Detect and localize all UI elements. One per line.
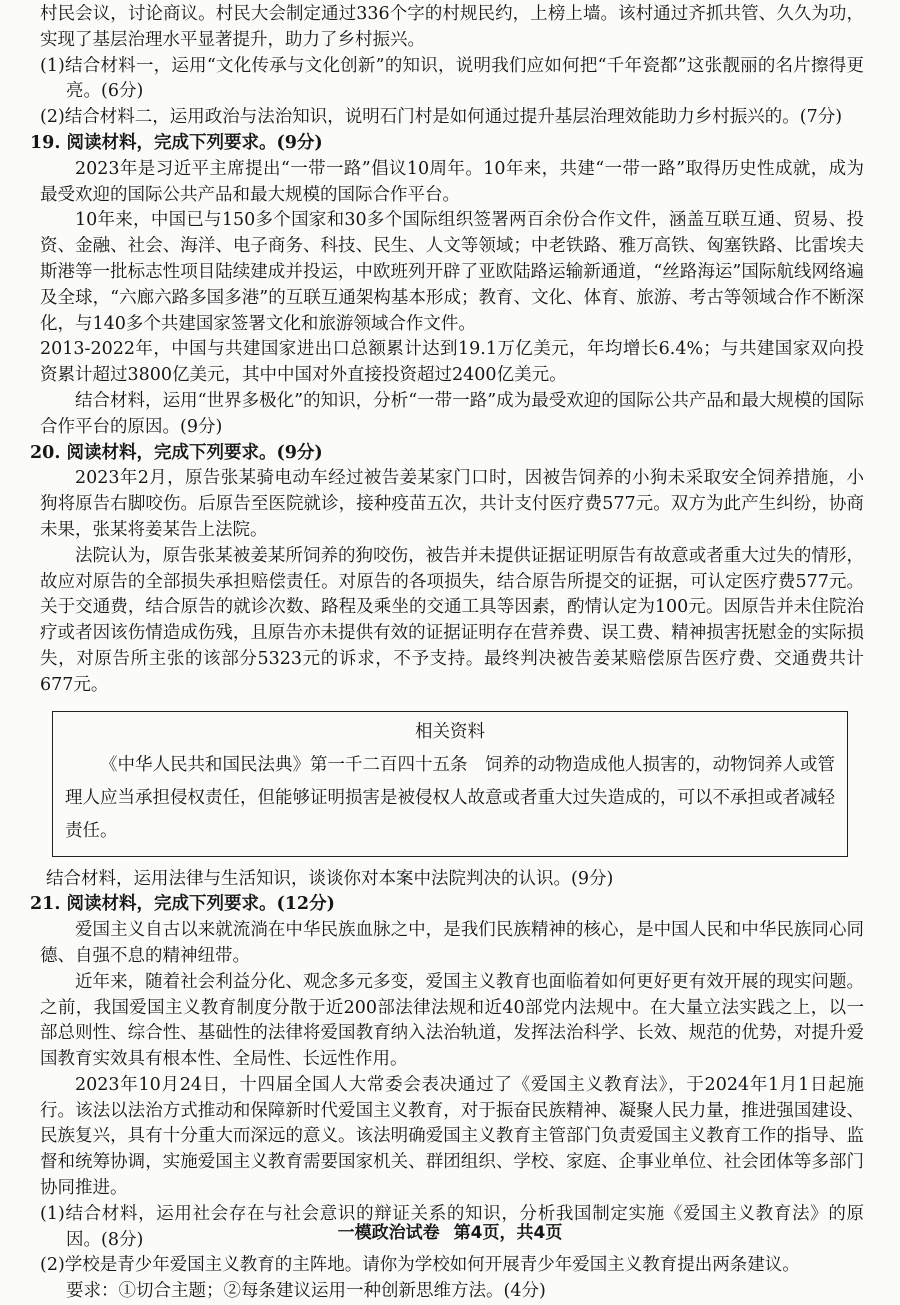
question-21-requirements: 要求：①切合主题；②每条建议运用一种创新思维方法。(4分) [66,1281,546,1302]
question-prompt: 结合材料，运用法律与生活知识，谈谈你对本案中法院判决的认识。(9分) [46,868,614,889]
question-18-part-2: (2)结合材料二，运用政治与法治知识，说明石门村是如何通过提升基层治理效能助力乡村振兴的。(7分) [40,107,843,128]
question-21-part-1: (1)结合材料，运用社会存在与社会意识的辩证关系的知识，分析我国制定实施《爱国主义教育法》的原因。(8分) [40,1203,864,1250]
exam-name: 一模政治试卷 [337,1223,440,1244]
question-21-part-2: (2)学校是青少年爱国主义教育的主阵地。请你为学校如何开展青少年爱国主义教育提出两条建议。 [40,1255,800,1276]
material-paragraph: 爱国主义自古以来就流淌在中华民族血脉之中，是我们民族精神的核心，是中国人民和中华民族同心同德、自强不息的精神纽带。 [40,920,864,966]
material-paragraph: 近年来，随着社会利益分化、观念多元多变，爱国主义教育也面临着如何更好更有效开展的现实问题。之前，我国爱国主义教育制度分散于近200部法律法规和近40部党内法规中。在大量立法实践之上，以一部总则性、综合性、基础性的法律将爱国教育纳入法治轨道，发挥法治科学、长效、规范的优势，对提升爱国教育实效具有根本性、全局性、长远性作用。 [40,971,864,1070]
question-instruction: 阅读材料，完成下列要求。(12分) [66,894,335,915]
page-footer [0,1221,900,1247]
question-number: 21. [30,894,61,915]
question-21-heading [30,892,864,918]
material-continuation: 村民会议，讨论商议。村民大会制定通过336个字的村规民约，上榜上墙。该村通过齐抓共管、久久为功，实现了基层治理水平显著提升，助力了乡村振兴。 [40,4,864,50]
material-paragraph: 法院认为，原告张某被姜某所饲养的狗咬伤，被告并未提供证据证明原告有故意或者重大过失的情形，故应对原告的全部损失承担赔偿责任。对原告的各项损失，结合原告所提交的证据，可认定医疗费577元。关于交通费，结合原告的就诊次数、路程及乘坐的交通工具等因素，酌情认定为100元。因原告并未住院治疗或者因该伤情造成伤残，且原告亦未提供有效的证据证明存在营养费、误工费、精神损害抚慰金的实际损失，对原告所主张的该部分5323元的诉求，不予支持。最终判决被告姜某赔偿原告医疗费、交通费共计677元。 [40,545,864,695]
related-materials-box [52,711,848,857]
question-18-part-1: (1)结合材料一，运用“文化传承与文化创新”的知识，说明我们应如何把“千年瓷都”这张靓丽的名片擦得更亮。(6分) [40,55,864,102]
material-paragraph: 2023年是习近平主席提出“一带一路”倡议10周年。10年来，共建“一带一路”取得历史性成就，成为最受欢迎的国际公共产品和最大规模的国际合作平台。 [40,158,864,205]
question-number: 20. [30,442,61,463]
question-19 [30,131,864,441]
material-paragraph: 2023年10月24日，十四届全国人大常委会表决通过了《爱国主义教育法》，于2024年1月1日起施行。该法以法治方式推动和保障新时代爱国主义教育，对于振奋民族精神、凝聚人民力量，推进强国建设、民族复兴，具有十分重大而深远的意义。该法明确爱国主义教育主管部门负责爱国主义教育工作的指导、监督和统筹协调，实施爱国主义教育需要国家机关、群团组织、学校、家庭、企事业单位、社会团体等多部门协同推进。 [40,1074,864,1199]
question-number: 19. [30,132,61,153]
question-prompt: 结合材料，运用“世界多极化”的知识，分析“一带一路”成为最受欢迎的国际公共产品和最大规模的国际合作平台的原因。(9分) [40,390,864,437]
material-paragraph: 10年来，中国已与150多个国家和30多个国际组织签署两百余份合作文件，涵盖互联互通、贸易、投资、金融、社会、海洋、电子商务、科技、民生、人文等领域；中老铁路、雅万高铁、匈塞铁路、比雷埃夫斯港等一批标志性项目陆续建成并投运，中欧班列开辟了亚欧陆路运输新通道，“丝路海运”国际航线网络遍及全球，“六廊六路多国多港”的互联互通架构基本形成；教育、文化、体育、旅游、考古等领域合作不断深化，与140多个共建国家签署文化和旅游领域合作文件。 [40,210,864,334]
question-instruction: 阅读材料，完成下列要求。(9分) [66,442,323,463]
material-paragraph: 2023年2月，原告张某骑电动车经过被告姜某家门口时，因被告饲养的小狗未采取安全饲养措施，小狗将原告右脚咬伤。后原告至医院就诊，接种疫苗五次，共计支付医疗费577元。双方为此产生纠纷，协商未果，张某将姜某告上法院。 [40,468,864,540]
page-number: 第4页，共4页 [453,1223,563,1244]
civil-code-article: 《中华人民共和国民法典》第一千二百四十五条 饲养的动物造成他人损害的，动物饲养人或管理人应当承担侵权责任，但能够证明损害是被侵权人故意或者重大过失造成的，可以不承担或者减轻责任。 [65,754,835,841]
question-instruction: 阅读材料，完成下列要求。(9分) [66,132,323,153]
box-title: 相关资料 [415,721,485,742]
question-20 [30,441,864,893]
question-19-heading [30,131,864,157]
question-20-heading [30,441,864,467]
material-paragraph: 2013-2022年，中国与共建国家进出口总额累计达到19.1万亿美元，年均增长6.4%；与共建国家双向投资累计超过3800亿美元，其中中国对外直接投资超过2400亿美元。 [40,339,864,386]
